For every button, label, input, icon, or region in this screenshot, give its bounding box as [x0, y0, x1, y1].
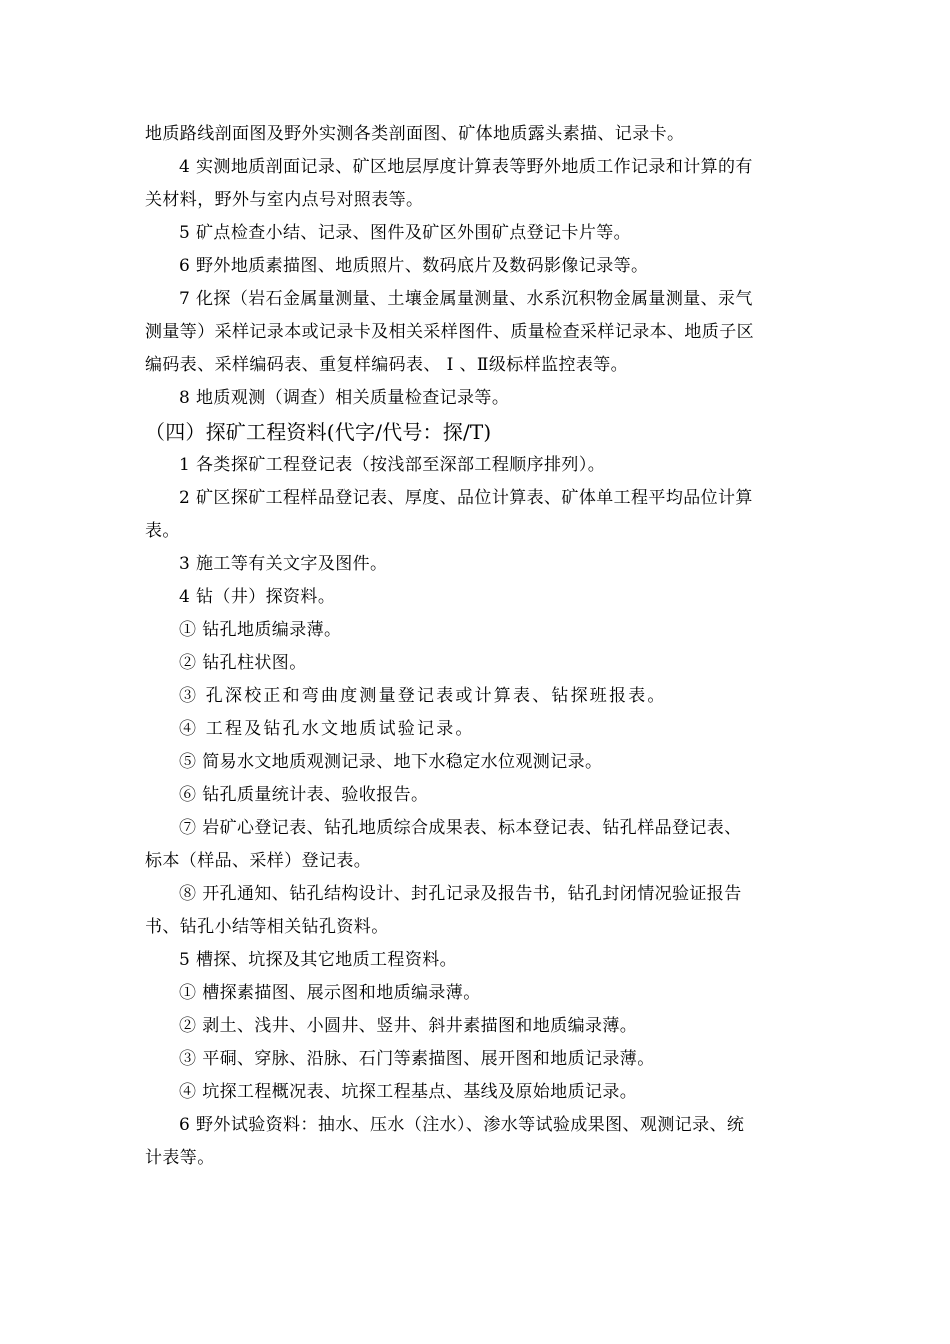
text-line: 7 化探（岩石金属量测量、土壤金属量测量、水系沉积物金属量测量、汞气 [179, 289, 753, 309]
text-line: 6 野外地质素描图、地质照片、数码底片及数码影像记录等。 [179, 256, 649, 276]
text-line: 编码表、采样编码表、重复样编码表、 Ⅰ 、Ⅱ级标样监控表等。 [145, 355, 629, 375]
text-line: ⑥ 钻孔质量统计表、验收报告。 [179, 785, 429, 805]
text-line: 2 矿区探矿工程样品登记表、厚度、品位计算表、矿体单工程平均品位计算 [179, 488, 753, 508]
text-line: 测量等）采样记录本或记录卡及相关采样图件、质量检查采样记录本、地质子区 [145, 322, 754, 342]
text-line: ④ 工程及钻孔水文地质试验记录。 [179, 719, 475, 739]
text-line: 5 矿点检查小结、记录、图件及矿区外围矿点登记卡片等。 [179, 223, 632, 243]
text-line: ④ 坑探工程概况表、坑探工程基点、基线及原始地质记录。 [179, 1082, 638, 1102]
text-line: ② 剥土、浅井、小圆井、竖井、斜井素描图和地质编录薄。 [179, 1016, 638, 1036]
text-line: 3 施工等有关文字及图件。 [179, 554, 388, 574]
text-line: 4 钻（井）探资料。 [179, 587, 336, 607]
text-line: ⑤ 简易水文地质观测记录、地下水稳定水位观测记录。 [179, 752, 603, 772]
text-line: 4 实测地质剖面记录、矿区地层厚度计算表等野外地质工作记录和计算的有 [179, 157, 753, 177]
text-line: 关材料，野外与室内点号对照表等。 [145, 190, 424, 210]
text-line: ① 槽探素描图、展示图和地质编录薄。 [179, 983, 481, 1003]
text-line: 1 各类探矿工程登记表（按浅部至深部工程顺序排列）。 [179, 455, 606, 475]
text-line: 书、钻孔小结等相关钻孔资料。 [145, 917, 389, 937]
text-line: ⑧ 开孔通知、钻孔结构设计、封孔记录及报告书，钻孔封闭情况验证报告 [179, 884, 742, 904]
text-line: 表。 [145, 521, 180, 541]
text-line: 标本（样品、采样）登记表。 [145, 851, 372, 871]
text-line: ① 钻孔地质编录薄。 [179, 620, 342, 640]
text-line: 5 槽探、坑探及其它地质工程资料。 [179, 950, 458, 970]
text-line: 6 野外试验资料：抽水、压水（注水）、渗水等试验成果图、观测记录、统 [179, 1115, 745, 1135]
text-line: ③ 平硐、穿脉、沿脉、石门等素描图、展开图和地质记录薄。 [179, 1049, 655, 1069]
text-line: 地质路线剖面图及野外实测各类剖面图、矿体地质露头素描、记录卡。 [145, 124, 685, 144]
document-body [145, 118, 810, 1175]
section-heading: （四）探矿工程资料(代字/代号：探/T) [145, 420, 492, 444]
text-line: ③ 孔深校正和弯曲度测量登记表或计算表、钻探班报表。 [179, 686, 667, 706]
text-line: 8 地质观测（调查）相关质量检查记录等。 [179, 388, 510, 408]
text-line: 计表等。 [145, 1148, 215, 1168]
text-line: ⑦ 岩矿心登记表、钻孔地质综合成果表、标本登记表、钻孔样品登记表、 [179, 818, 742, 838]
text-line: ② 钻孔柱状图。 [179, 653, 307, 673]
